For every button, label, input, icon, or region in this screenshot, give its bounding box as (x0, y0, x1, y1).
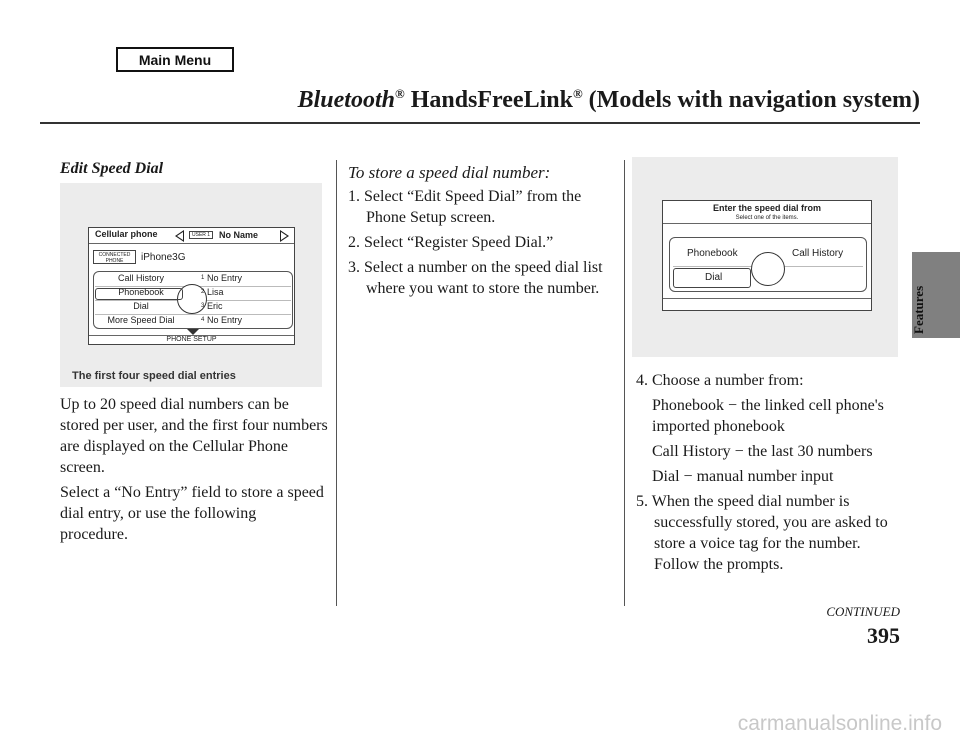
page-number: 395 (867, 623, 900, 648)
connected-phone-badge (93, 250, 136, 264)
menu-item-more-speed-dial: More Speed Dial (107, 315, 175, 325)
paragraph: Select a “No Entry” field to store a speed dial entry, or use the following procedure. (60, 484, 324, 543)
step: 5. When the speed dial number is successfully stored, you are asked to store a voice tag for the number. Follow the prompts. (636, 493, 888, 573)
option-desc: Phonebook − the linked cell phone's imported phonebook (652, 397, 884, 435)
side-tab-label[interactable]: Features (911, 285, 926, 335)
section-heading: Edit Speed Dial (60, 160, 164, 177)
selector-knob-icon (751, 252, 785, 286)
speed-dial-index: 4 (201, 317, 205, 323)
screen-subtitle: Select one of the items. (735, 215, 799, 221)
reg-mark-1: ® (394, 86, 405, 101)
option-phonebook: Phonebook (687, 248, 738, 259)
screen-footer: PHONE SETUP (166, 336, 217, 343)
header-hfl: HandsFreeLink (404, 87, 573, 113)
procedure-heading: To store a speed dial number: (348, 163, 551, 182)
step: 3. Select a number on the speed dial list where you want to store the number. (348, 259, 603, 297)
title-divider (663, 223, 871, 224)
menu-row (93, 301, 293, 315)
connected-line2: PHONE (105, 258, 124, 264)
screen-title: Cellular phone (95, 229, 158, 239)
speed-dial-source-screen (662, 200, 872, 311)
screen-title: Enter the speed dial from (712, 203, 822, 213)
cellular-phone-screen (88, 227, 295, 345)
header-bluetooth: Bluetooth (297, 87, 395, 113)
left-body (60, 394, 328, 545)
reg-mark-2: ® (572, 86, 583, 101)
speed-dial-index: 3 (201, 303, 205, 309)
menu-row (93, 287, 293, 301)
speed-dial-entry: No Entry (207, 273, 243, 283)
header-models: (Models with navigation system) (582, 87, 920, 113)
continued-label: CONTINUED (826, 604, 900, 619)
footer-divider (663, 298, 871, 299)
phone-name: iPhone3G (141, 252, 186, 263)
menu-item-call-history: Call History (117, 273, 164, 283)
paragraph: Up to 20 speed dial numbers can be stored per user, and the first four numbers are displayed on the Cellular Phone screen. (60, 396, 328, 476)
right-body (636, 370, 904, 575)
speed-dial-index: 1 (201, 275, 205, 281)
menu-row (93, 273, 293, 287)
step: 1. Select “Edit Speed Dial” from the Phone Setup screen. (348, 188, 582, 226)
header-divider (40, 122, 920, 124)
speed-dial-entry: No Entry (207, 315, 243, 325)
figure-caption: The first four speed dial entries (72, 370, 236, 382)
menu-item-dial: Dial (133, 301, 149, 311)
procedure-steps (348, 186, 614, 299)
option-dial: Dial (705, 272, 723, 283)
speed-dial-entry: Eric (207, 301, 223, 311)
user-badge: USER 1 (189, 231, 213, 239)
main-menu-button[interactable]: Main Menu (116, 47, 234, 72)
option-desc: Call History − the last 30 numbers (652, 443, 873, 460)
speed-dial-index: 2 (201, 289, 205, 295)
option-call-history: Call History (792, 248, 844, 259)
step: 2. Select “Register Speed Dial.” (348, 234, 554, 251)
watermark: carmanualsonline.info (737, 712, 942, 735)
connected-line1: CONNECTED (98, 252, 131, 258)
option-desc: Dial − manual number input (652, 468, 834, 485)
arrow-left-icon (175, 230, 184, 242)
column-divider-left (336, 160, 337, 606)
page-header-title (298, 86, 920, 114)
step: 4. Choose a number from: (636, 372, 804, 389)
menu-item-phonebook: Phonebook (118, 287, 164, 297)
arrow-right-icon (280, 230, 289, 242)
speed-dial-entry: Lisa (207, 287, 224, 297)
column-divider-right (624, 160, 625, 606)
user-name: No Name (219, 230, 259, 240)
menu-row (93, 315, 293, 329)
